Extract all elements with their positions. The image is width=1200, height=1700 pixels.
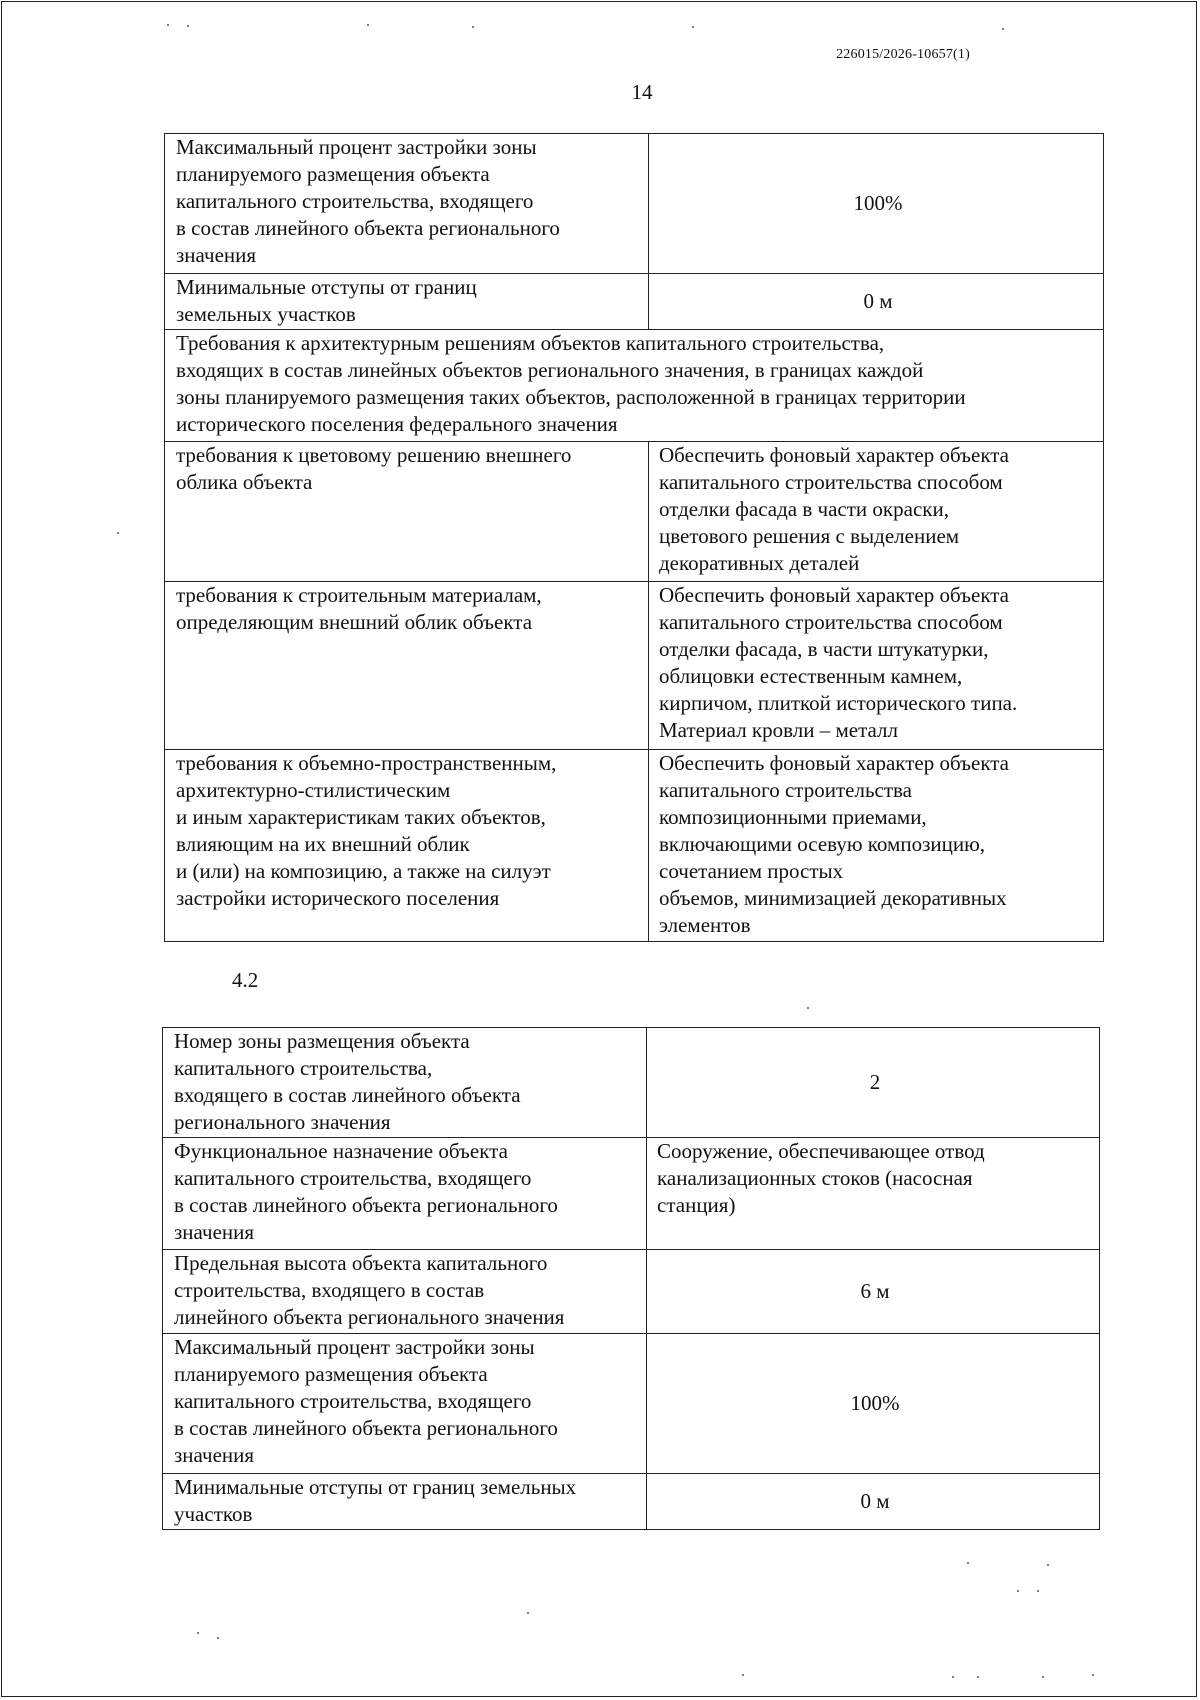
param-value: 0 м [649,274,1104,330]
scan-speck [527,1612,529,1614]
scan-speck [742,1674,744,1676]
param-value: 6 м [647,1250,1100,1334]
zone-parameters-table-2 [162,1027,1100,1530]
table-row [165,330,1104,442]
scan-speck [1017,1590,1019,1592]
page-number: 14 [631,80,653,104]
param-label: Минимальные отступы от границ земельных участков [165,274,649,330]
param-label: Максимальный процент застройки зоны планируемого размещения объекта капитального строительства, входящего в состав линейного объекта регионального значения [165,134,649,274]
param-value: Сооружение, обеспечивающее отвод канализационных стоков (насосная станция) [647,1138,1100,1250]
scan-speck [692,26,694,28]
document-page [1,1,1197,1697]
param-label: Функциональное назначение объекта капитального строительства, входящего в состав линейного объекта регионального значения [163,1138,647,1250]
scan-speck [977,1676,979,1678]
requirement-value: Обеспечить фоновый характер объекта капитального строительства композиционными приемами, включающими осевую композицию, сочетанием простых объемов, минимизацией декоративных элементов [649,750,1104,942]
scan-speck [1047,1564,1049,1566]
table-row [165,274,1104,330]
scan-speck [167,24,169,26]
param-value: 100% [649,134,1104,274]
table-row [163,1334,1100,1474]
scan-speck [117,532,119,534]
requirement-label: требования к строительным материалам, определяющим внешний облик объекта [165,582,649,750]
requirement-value: Обеспечить фоновый характер объекта капитального строительства способом отделки фасада в части окраски, цветового решения с выделением декоративных деталей [649,442,1104,582]
scan-speck [217,1637,219,1639]
scan-speck [1002,28,1004,30]
param-label: Максимальный процент застройки зоны планируемого размещения объекта капитального строительства, входящего в состав линейного объекта регионального значения [163,1334,647,1474]
scan-speck [1092,1674,1094,1676]
table-row [163,1250,1100,1334]
scan-speck [472,26,474,28]
scan-speck [952,1676,954,1678]
scan-speck [1037,1590,1039,1592]
scan-speck [1042,1676,1044,1678]
scan-speck [807,1007,809,1009]
table-row [163,1138,1100,1250]
scan-speck [187,25,189,27]
requirement-value: Обеспечить фоновый характер объекта капитального строительства способом отделки фасада, в части штукатурки, облицовки естественным камнем, кирпичом, плиткой исторического типа. Материал кровли – металл [649,582,1104,750]
param-value: 2 [647,1028,1100,1138]
table-row [163,1028,1100,1138]
param-label: Предельная высота объекта капитального строительства, входящего в состав линейного объекта регионального значения [163,1250,647,1334]
param-label: Минимальные отступы от границ земельных участков [163,1474,647,1530]
requirement-label: требования к цветовому решению внешнего облика объекта [165,442,649,582]
document-number: 226015/2026-10657(1) [836,47,970,62]
section-number: 4.2 [232,968,259,992]
table-row [165,442,1104,582]
table-row [163,1474,1100,1530]
scan-speck [197,1632,199,1634]
requirement-label: требования к объемно-пространственным, архитектурно-стилистическим и иным характеристикам таких объектов, влияющим на их внешний облик и (или) на композицию, а также на силуэт застройки исторического поселения [165,750,649,942]
table-row [165,750,1104,942]
table-row [165,582,1104,750]
scan-speck [967,1562,969,1564]
table-row [165,134,1104,274]
param-label: Номер зоны размещения объекта капитального строительства, входящего в состав линейного объекта регионального значения [163,1028,647,1138]
param-value: 100% [647,1334,1100,1474]
param-value: 0 м [647,1474,1100,1530]
requirements-heading: Требования к архитектурным решениям объектов капитального строительства, входящих в состав линейных объектов регионального значения, в границах каждой зоны планируемого размещения таких объектов, расположенной в границах территории исторического поселения федерального значения [165,330,1104,442]
scan-speck [367,24,369,26]
zone-parameters-table-1 [164,133,1104,942]
